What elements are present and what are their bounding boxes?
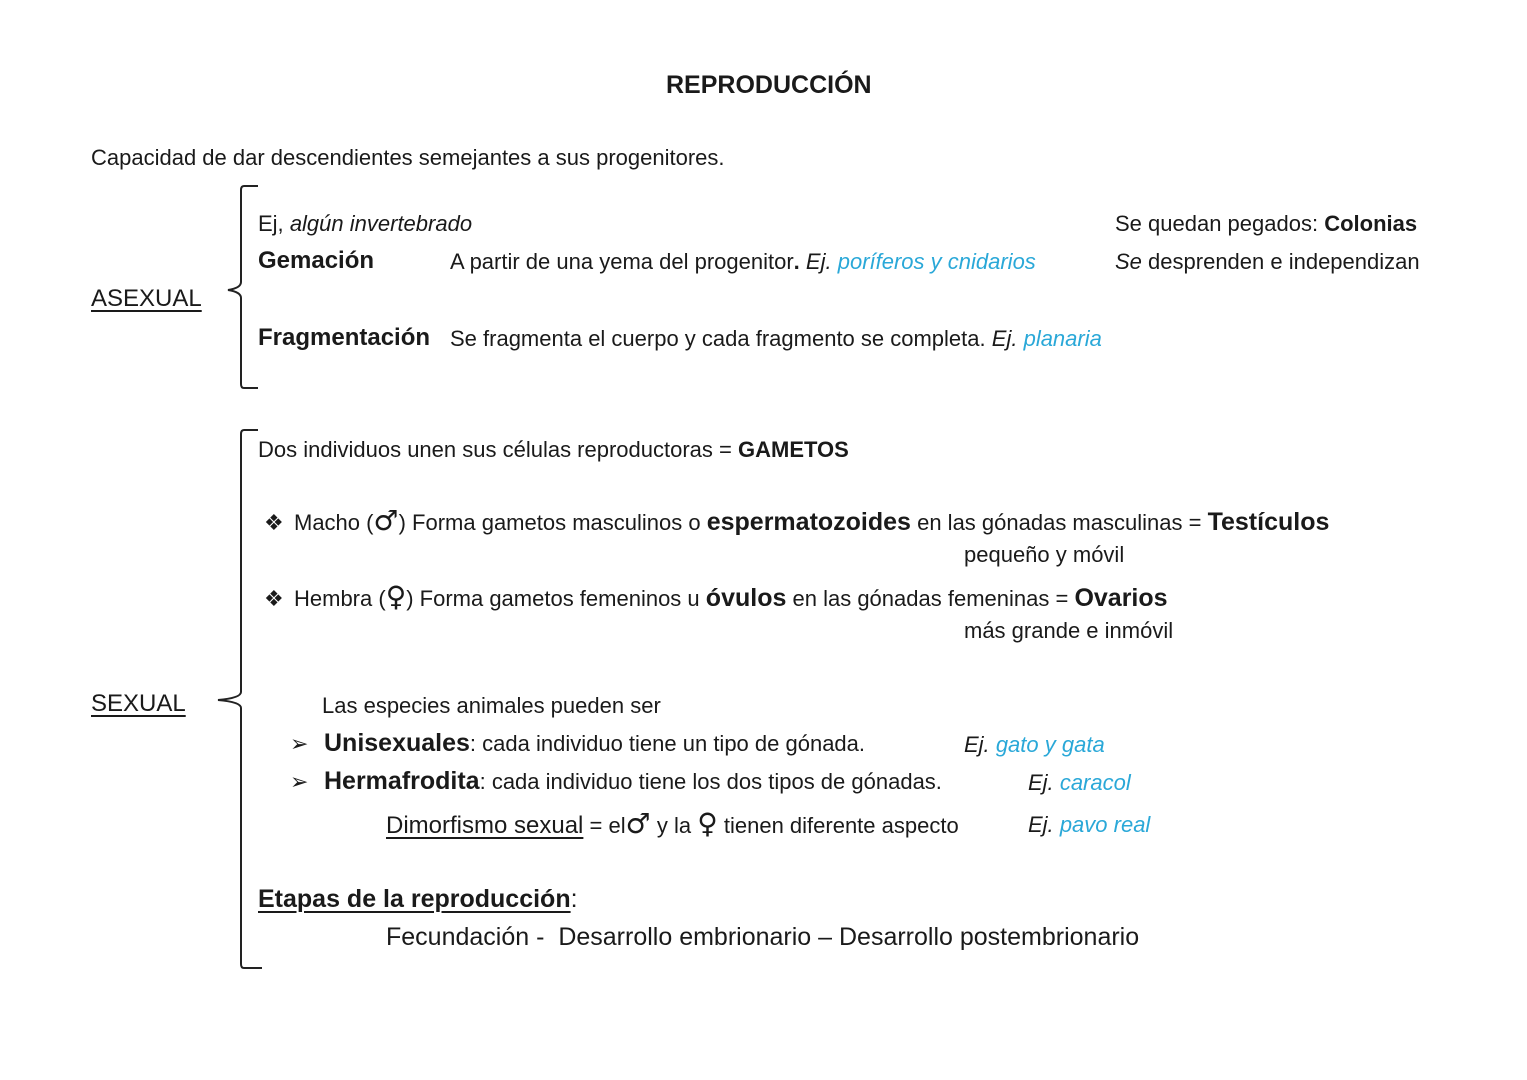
etapas-heading-line <box>258 887 578 912</box>
hermafrodita-line <box>290 769 942 794</box>
hembra-bullet-icon: ❖ <box>264 586 284 611</box>
hembra-rest1: ) Forma gametos femeninos u <box>406 586 700 611</box>
macho-line <box>264 504 1330 537</box>
macho-rest1: ) Forma gametos masculinos o <box>398 510 701 535</box>
hermafrodita-ej: Ej. <box>1028 770 1054 795</box>
hembra-note: más grande e inmóvil <box>964 618 1174 643</box>
fragmentacion-desc: Se fragmenta el cuerpo y cada fragmento se completa. <box>450 326 986 351</box>
unisexuales-line <box>290 731 865 756</box>
macho-label: Macho ( <box>294 510 374 535</box>
sexual-intro-bold: GAMETOS <box>738 437 849 462</box>
unisexuales-arrow-icon: ➢ <box>290 731 309 756</box>
macho-note: pequeño y móvil <box>964 542 1125 567</box>
unisexuales-example: gato y gata <box>995 732 1105 757</box>
sexual-intro-line <box>258 439 849 461</box>
asexual-example-line <box>258 213 472 235</box>
dimorfismo-rest: tienen diferente aspecto <box>723 813 959 838</box>
sexual-label: SEXUAL <box>91 690 186 717</box>
macho-bold2: Testículos <box>1207 508 1330 536</box>
gemacion-example: poríferos y cnidarios <box>837 249 1036 274</box>
asexual-example-prefix: Ej, <box>258 211 284 236</box>
gemacion-line <box>450 251 1036 273</box>
dimorfismo-female-icon: ♀ <box>697 807 718 840</box>
dimorfismo-eq: = el <box>589 813 626 838</box>
species-intro: Las especies animales pueden ser <box>322 693 661 718</box>
macho-rest2: en las gónadas masculinas = <box>917 510 1202 535</box>
gemacion-ej: Ej. <box>805 249 832 274</box>
fragmentacion-line <box>450 328 1102 350</box>
independizan-se: Se <box>1115 249 1142 274</box>
dimorfismo-example: pavo real <box>1059 812 1151 837</box>
colonias-bold: Colonias <box>1324 211 1418 236</box>
dimorfismo-and: y la <box>656 813 692 838</box>
dimorfismo-example-line <box>1028 814 1150 836</box>
asexual-brace <box>228 186 258 388</box>
dimorfismo-male-icon: ♂ <box>625 807 651 840</box>
etapas-heading: Etapas de la reproducción <box>258 885 571 913</box>
independizan-line <box>1115 251 1420 273</box>
sexual-intro-text: Dos individuos unen sus células reproductoras = <box>258 437 732 462</box>
hermafrodita-term: Hermafrodita <box>324 767 480 795</box>
hembra-line <box>264 580 1168 613</box>
etapas-colon: : <box>570 885 578 913</box>
macho-bold1: espermatozoides <box>706 508 911 536</box>
sexual-brace <box>218 430 262 968</box>
gemacion-desc: A partir de una yema del progenitor <box>450 249 794 274</box>
etapas-stages: Fecundación - Desarrollo embrionario – Desarrollo postembrionario <box>386 923 1140 951</box>
dimorfismo-ej: Ej. <box>1028 812 1054 837</box>
colonias-text: Se quedan pegados: <box>1115 211 1319 236</box>
independizan-text: desprenden e independizan <box>1148 249 1420 274</box>
female-symbol-icon: ♀ <box>385 580 407 613</box>
gemacion-dot: . <box>793 249 800 274</box>
asexual-label: ASEXUAL <box>91 285 202 312</box>
hermafrodita-desc: : cada individuo tiene los dos tipos de gónadas. <box>479 769 942 794</box>
definition-text: Capacidad de dar descendientes semejantes a sus progenitores. <box>91 145 725 170</box>
hembra-bold1: óvulos <box>705 584 787 612</box>
hermafrodita-example: caracol <box>1059 770 1131 795</box>
page-title: REPRODUCCIÓN <box>666 71 872 99</box>
unisexuales-term: Unisexuales <box>324 729 470 757</box>
unisexuales-ej: Ej. <box>964 732 990 757</box>
hembra-rest2: en las gónadas femeninas = <box>792 586 1069 611</box>
hermafrodita-example-line <box>1028 772 1131 794</box>
hembra-label: Hembra ( <box>294 586 386 611</box>
colonias-line <box>1115 213 1417 235</box>
macho-bullet-icon: ❖ <box>264 510 284 535</box>
dimorfismo-term: Dimorfismo sexual <box>386 812 584 839</box>
hermafrodita-arrow-icon: ➢ <box>290 769 309 794</box>
asexual-example-text: algún invertebrado <box>289 211 473 236</box>
unisexuales-desc: : cada individuo tiene un tipo de gónada. <box>469 731 866 756</box>
gemacion-term: Gemación <box>258 247 375 274</box>
fragmentacion-ej: Ej. <box>991 326 1018 351</box>
unisexuales-example-line <box>964 734 1105 756</box>
fragmentacion-term: Fragmentación <box>258 324 431 351</box>
hembra-bold2: Ovarios <box>1074 584 1168 612</box>
male-symbol-icon: ♂ <box>373 504 399 537</box>
dimorfismo-line <box>386 807 959 840</box>
fragmentacion-example: planaria <box>1023 326 1102 351</box>
